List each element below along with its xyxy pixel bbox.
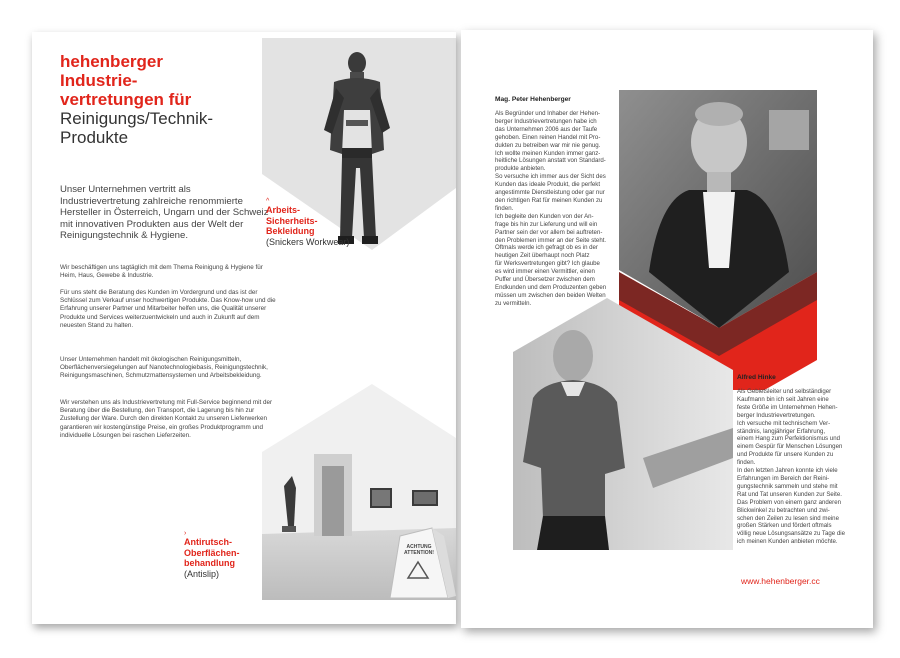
person1-bio-line: das Unternehmen 2006 aus der Taufe — [495, 125, 598, 133]
person2-bio-line: völlig neue Lösungsansätze zu Tage die — [737, 530, 845, 538]
caption-workwear-line-2: Sicherheits- — [266, 215, 318, 226]
sign-text-1: ACHTUNG — [406, 544, 432, 550]
person1-bio-line: So versuche ich immer aus der Sicht des — [495, 173, 606, 181]
intro-text: Unser Unternehmen vertritt als Industrievertretung zahlreiche renommierte Hersteller in Österreich, Ungarn und der Schweiz mit innovativen Produkten aus der Welt der Reinigungstechnik & Hygiene. — [60, 184, 269, 241]
antislip-photo — [262, 376, 456, 600]
title-line-5: Produkte — [60, 128, 129, 147]
person1-bio-line: Als Begründer und Inhaber der Hehen- — [495, 110, 601, 117]
website-url[interactable]: www.hehenberger.cc — [741, 576, 820, 586]
person2-bio-line: Blickwinkel zu betrachten und zwi- — [737, 506, 830, 514]
person1-bio-line: produkte anbieten. — [495, 165, 546, 173]
person1-bio-line: Ich begleite den Kunden von der An- — [495, 212, 594, 220]
person2-name: Alfred Hinke — [737, 374, 776, 381]
person1-bio-line: angestimmte Dienstleistung oder gar nur — [495, 189, 605, 197]
title-line-1: hehenberger — [60, 52, 163, 71]
person1-bio-line: frage bis hin zur Lieferung und will ein — [495, 220, 598, 228]
person2-bio-line: Das Problem von einem ganz anderen — [737, 498, 841, 506]
person1-bio-line: den Problemen immer an der Seite steht. — [495, 236, 607, 244]
person1-bio-line: für Werksvertretungen gibt? Ich glaube — [495, 260, 600, 268]
person1-bio-line: heitliche Lösungen anstatt von Standard- — [495, 157, 606, 165]
caption-workwear-line-3: Bekleidung — [266, 226, 315, 236]
person2-bio-line: In den letzten Jahren konnte ich viele — [737, 467, 838, 475]
person2-bio-line: Kaufmann bin ich seit Jahren eine — [737, 395, 829, 403]
person1-bio-line: den richtigen Rat für meinen Kunden zu — [495, 196, 603, 204]
person2-bio-line: finden. — [737, 459, 756, 467]
person2-bio-line: Rat und Tat unseren Kunden zur Seite. — [737, 490, 842, 498]
person2-bio — [737, 388, 859, 546]
person1-bio-line: Kunden das ideale Produkt, die perfekt — [495, 181, 601, 189]
person2-bio-line: gungstechnik sammeln und stehe mit — [737, 482, 838, 490]
right-page — [461, 30, 873, 628]
person1-bio-line: heutigen Zeit überhaupt noch Platz — [495, 252, 590, 260]
person1-bio-line: berger Industrievertretungen habe ich — [495, 117, 597, 125]
sign-text-2: ATTENTION! — [404, 550, 434, 556]
person2-bio-line: ständnis, langjähriger Erfahrung, — [737, 427, 826, 435]
person1-bio-line: Partner sein der vor allem bei auftreten- — [495, 228, 603, 236]
caption-antislip-line-3: behandlung — [184, 558, 235, 568]
person1-bio-line: es wird immer einen Vermittler, einen — [495, 268, 595, 276]
person1-bio-line: Ich wollte meinen Kunden immer ganz- — [495, 149, 601, 157]
person1-bio-line: finden. — [495, 204, 514, 212]
person2-bio-line: feste Größe im Unternehmen Hehen- — [737, 403, 838, 411]
person2-bio-line: und Produkte für unsere Kunden zu — [737, 451, 834, 459]
title-line-3: vertretungen für — [60, 90, 192, 109]
person2-bio-line: großen Stärken und fördert oftmals — [737, 522, 832, 530]
caption-workwear-plain: (Snickers Workwear) — [266, 236, 350, 247]
person1-bio — [495, 110, 619, 308]
person1-bio-line: dukten zu betreiben war mir nie genug. — [495, 141, 601, 149]
caption-antislip-plain: (Antislip) — [184, 568, 220, 579]
caption-antislip-line-1: Antirutsch- — [184, 537, 232, 547]
caption-antislip-line-2: Oberflächen- — [184, 547, 240, 558]
body-paragraph-1: Wir beschäftigen uns tagtäglich mit dem Thema Reinigung & Hygiene für Heim, Haus, Gewebe & Industrie. — [60, 264, 263, 280]
caption-workwear — [266, 198, 349, 247]
person1-bio-line: Oftmals werde ich gefragt ob es in der — [495, 244, 598, 252]
title-line-2: Industrie- — [60, 71, 138, 90]
person2-bio-line: einem Gespür für Menschen Lösungen — [737, 443, 843, 451]
person2-bio-line: Erfahrungen im Bereich der Reini- — [737, 474, 830, 482]
left-page — [32, 32, 456, 624]
caption-antislip — [184, 530, 240, 579]
person1-bio-line: gehoben. Einen reinen Handel mit Pro- — [495, 133, 601, 141]
person1-bio-line: Endkunden und dem Produzenten geben — [495, 283, 607, 291]
person1-bio-line: Puffer und Übersetzer zwischen dem — [495, 276, 595, 284]
person2-bio-line: einem Hang zum Perfektionismus und — [737, 435, 840, 443]
person2-bio-line: berger Industrievertretungen. — [737, 411, 816, 419]
person1-bio-line: zu vermitteln. — [495, 299, 532, 307]
caption-antislip-marker: › — [184, 530, 187, 537]
portrait-alfred-hinke — [513, 298, 733, 550]
body-paragraph-3: Unser Unternehmen handelt mit ökologischen Reinigungsmitteln, Oberflächenversiegelungen auf Nanotechnologiebasis, Reinigungstechnik, Reinigungsmaschinen, Schmutzmattensystemen und Arbeitsbekleidung. — [60, 356, 268, 380]
title-line-4: Reinigungs/Technik- — [60, 109, 214, 128]
person2-bio-line: Als Gebietsleiter und selbständiger — [737, 388, 832, 395]
person1-bio-line: müssen um zwischen den beiden Welten — [495, 291, 606, 299]
caption-workwear-line-1: Arbeits- — [266, 205, 301, 215]
person2-bio-line: ich meinen Kunden anbieten möchte. — [737, 538, 838, 546]
person2-bio-line: Ich versuche mit technischem Ver- — [737, 419, 831, 427]
body-paragraph-2: Für uns steht die Beratung des Kunden im Vordergrund und das ist der Schlüssel zum Verkauf unser hochwertigen Produkte. Das Know-how und die Erfahrung unserer Partner und Mitarbeiter helfen uns, die Qualität unserer Produkte und Services weiterzuentwickeln und auch in Zukunft auf dem neuesten Stand zu halten. — [60, 289, 276, 329]
person1-name: Mag. Peter Hehenberger — [495, 96, 571, 103]
workwear-photo — [262, 38, 456, 294]
page-title — [60, 52, 213, 147]
person2-bio-line: schen den Zeilen zu lesen sind meine — [737, 514, 839, 522]
body-paragraph-4: Wir verstehen uns als Industrievertretung mit Full-Service beginnend mit der Beratung über die Bestellung, den Transport, die Lagerung bis hin zur Zustellung der Ware. Durch den direkten Kontakt zu unseren Lieferwerken garantieren wir kostengünstige Preise, ein großes Produktprogramm und individuelle Lösungen bei raschen Lieferzeiten. — [60, 399, 273, 439]
caption-workwear-marker: ^ — [266, 198, 270, 205]
